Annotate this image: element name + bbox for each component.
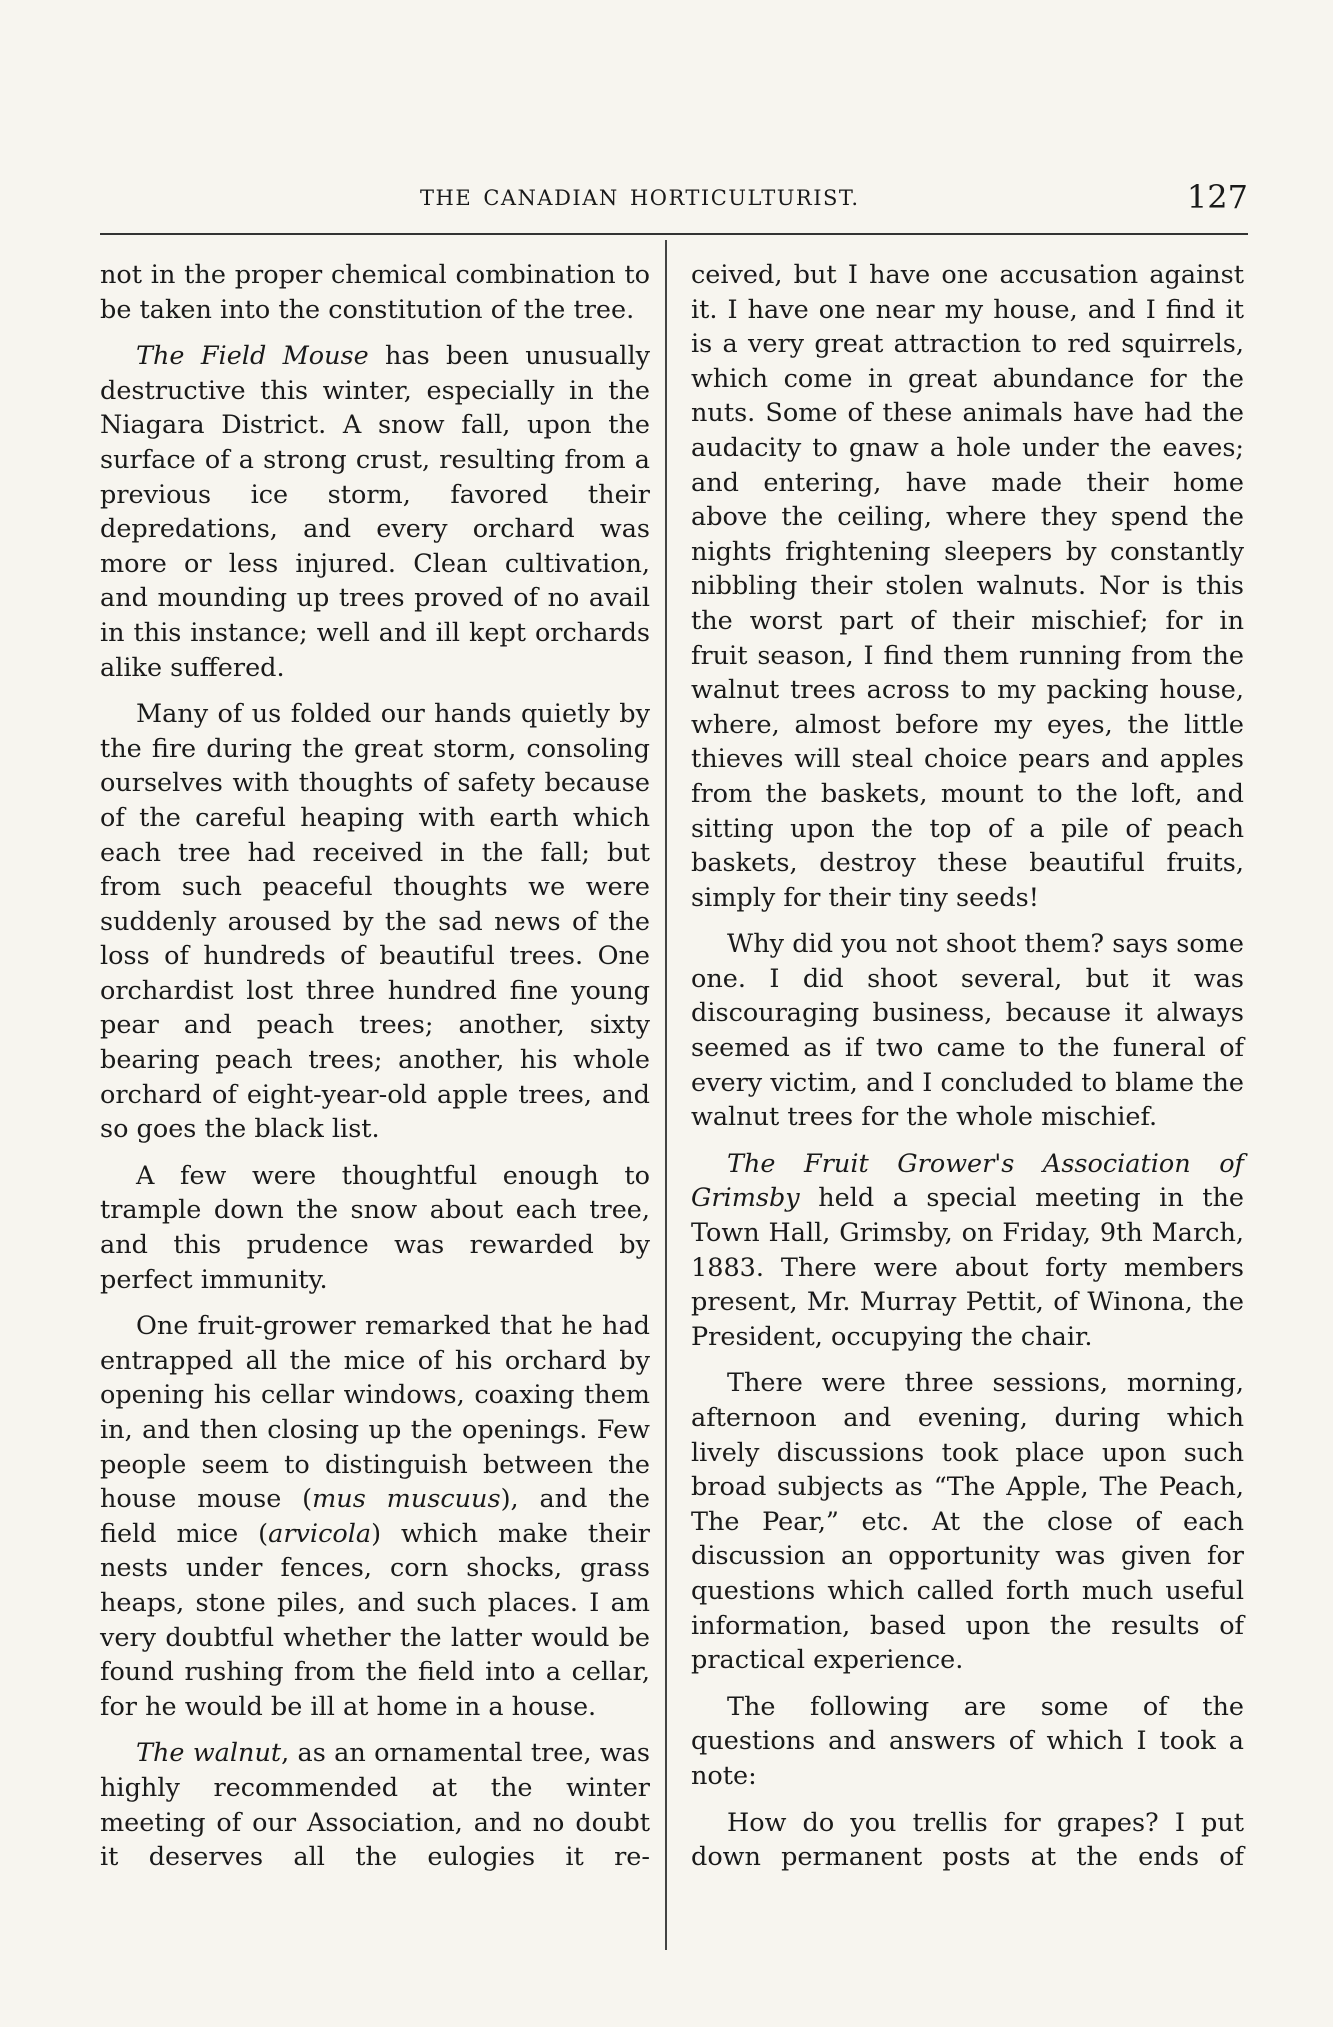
section-title: The Field Mouse [136,341,369,372]
running-title: THE CANADIAN HORTICULTURIST. [420,186,860,210]
paragraph: There were three sessions, morning, afternoon and evening, during which lively discussions took place upon such broad subjects as “The Apple, The Peach, The Pear,” etc. At the close of each discussion an opportunity was given for questions which called forth much useful information, based upon the results of practical experience. [691,1368,1244,1676]
section-title: The Fruit Grower's Association of Grimsby [691,1148,1244,1214]
paragraph: ceived, but I have one accusation against it. I have one near my house, and I find it is a very great attraction to red squirrels, which come in great abundance for the nuts. Some of these animals have had the audacity to gnaw a hole under the eaves; and entering, have made their home above the ceiling, where they spend the nights frightening sleepers by constantly nibbling their stolen walnuts. Nor is this the worst part of their mischief; for in fruit season, I find them running from the walnut trees across to my packing house, where, almost before my eyes, the little thieves will steal choice pears and apples from the baskets, mount to the loft, and sitting upon the top of a pile of peach baskets, destroy these beautiful fruits, simply for their tiny seeds! [691,260,1244,913]
paragraph: The Field Mouse has been unusually destructive this winter, especially in the Niagara District. A snow fall, upon the surface of a strong crust, resulting from a previous ice storm, favored their depredations, and every orchard was more or less injured. Clean cultivation, and mounding up trees proved of no avail in this instance; well and ill kept orchards alike suffered. [100,341,651,683]
paragraph: Why did you not shoot them? says some one. I did shoot several, but it was discouraging business, because it always seemed as if two came to the funeral of every victim, and I concluded to blame the walnut trees for the whole mischief. [691,929,1244,1133]
section-title: The walnut [136,1738,282,1769]
paragraph: not in the proper chemical combination to be taken into the constitution of the tree. [100,260,650,325]
latin-name: arvicola [268,1518,372,1549]
page-number: 127 [1186,178,1248,216]
column-divider [665,240,667,1950]
paragraph: The Fruit Grower's Association of Grimsby held a special meeting in the Town Hall, Grimsby, on Friday, 9th March, 1883. There were about forty members present, Mr. Murray Pettit, of Winona, the President, occupying the chair. [691,1148,1244,1352]
right-column [691,258,1244,1887]
header-rule [100,233,1248,235]
paragraph: A few were thoughtful enough to trample down the snow about each tree, and this prudence was rewarded by perfect immunity. [100,1160,650,1295]
latin-name: mus muscuus [312,1484,501,1515]
paragraph: One fruit-grower remarked that he had entrapped all the mice of his orchard by opening his cellar windows, coaxing them in, and then closing up the openings. Few people seem to distinguish between the house mouse (mus muscuus), and the field mice (arvicola) which make their nests under fences, corn shocks, grass heaps, stone piles, and such places. I am very doubtful whether the latter would be found rushing from the field into a cellar, for he would be ill at home in a house. [100,1311,650,1722]
paragraph: How do you trellis for grapes? I put down permanent posts at the ends of [691,1807,1244,1873]
paragraph: Many of us folded our hands quietly by the fire during the great storm, consoling ourselves with thoughts of safety because of the careful heaping with earth which each tree had received in the fall; but from such peaceful thoughts we were suddenly aroused by the sad news of the loss of hundreds of beautiful trees. One orchardist lost three hundred fine young pear and peach trees; another, sixty bearing peach trees; another, his whole orchard of eight-year-old apple trees, and so goes the black list. [100,699,650,1145]
paragraph: The walnut, as an ornamental tree, was highly recommended at the winter meeting of our Association, and no doubt it deserves all the eulogies it re- [100,1738,650,1873]
page-header [100,178,1248,222]
paragraph: The following are some of the questions and answers of which I took a note: [691,1691,1244,1791]
left-column [100,258,650,1887]
